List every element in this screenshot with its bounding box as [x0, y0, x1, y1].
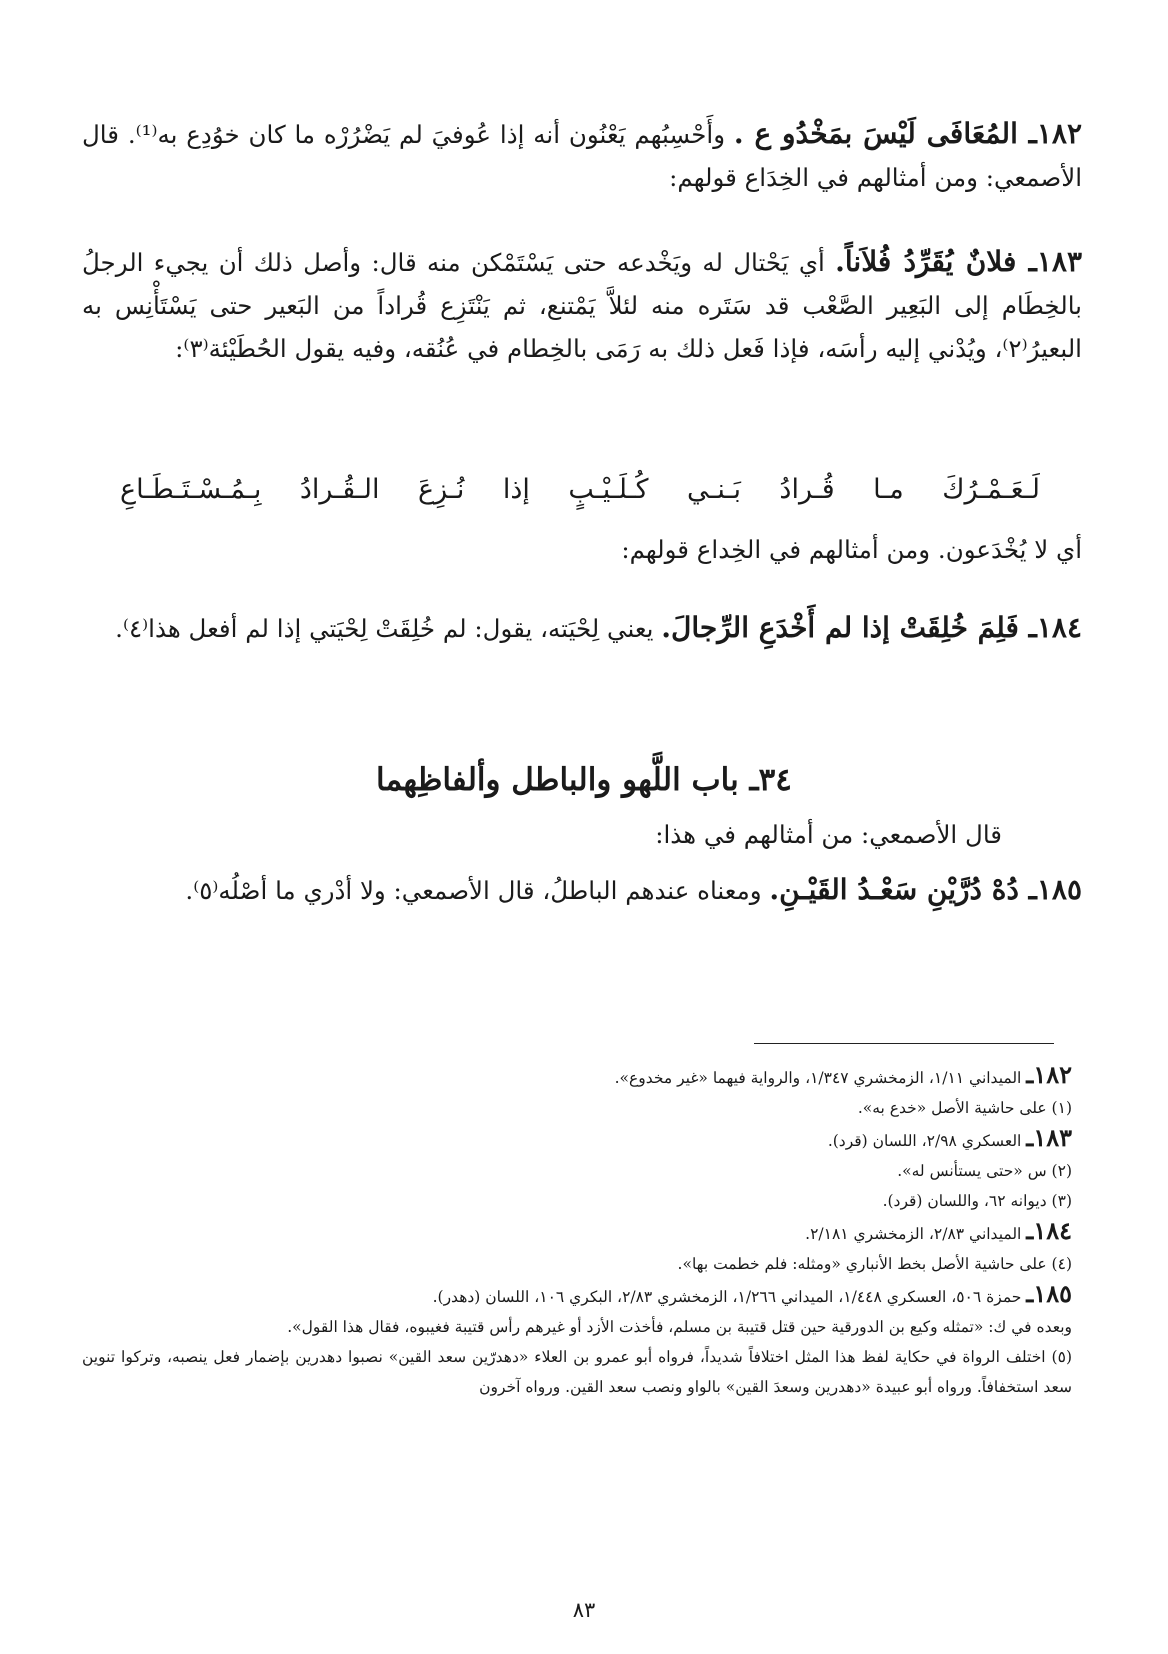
footnote-line [82, 1312, 1072, 1342]
page-number: ٨٣ [572, 1598, 596, 1622]
entry-185-proverb: ١٨٥ـ دُهْ دُرَّيْنِ سَعْـدُ القَيْـنِ. [769, 873, 1082, 906]
verse-word: بَـنـي [686, 474, 741, 505]
entry-182 [82, 112, 1082, 199]
footnote-line [82, 1156, 1072, 1186]
entry-183-proverb: ١٨٣ـ فلانٌ يُقَرِّدُ فُلاَناً. [835, 245, 1082, 278]
footnote-line [82, 1342, 1072, 1402]
entry-183-text: أي يَحْتال له ويَخْدعه حتى يَسْتَمْكن منه قال: وأصل ذلك أن يجيء الرجلُ بالخِطَام إلى البَعِير الصَّعْب قد سَتَره منه لئلاَّ يَمْتنع، ثم يَنْتَزِع قُراداً من البَعير حتى يَسْتَأْنِس به البعيرُ⁽٢⁾، ويُدْني إليه رأسَه، فإذا فَعل ذلك به رَمَى بالخِطام في عُنُقه، وفيه يقول الحُطَيْئة⁽٣⁾: [82, 248, 1082, 363]
chapter-heading: ٣٤ـ باب اللَّهو والباطل وألفاظِهما [376, 762, 792, 798]
footnote-line [82, 1123, 1072, 1156]
footnote-text: وبعده في ك: «تمثله وكيع بن الدورقية حين قتل قتيبة بن مسلم، فأخذت الأزد أو غيرهم رأس قتيبة فغيبوه، فقال هذا القول». [287, 1318, 1072, 1336]
footnote-divider [754, 1043, 1054, 1044]
footnote-line [82, 1216, 1072, 1249]
verse-word: إذا [502, 474, 530, 505]
poetry-verse [120, 474, 1040, 505]
entry-182-proverb: ١٨٢ـ المُعَافَى لَيْسَ بمَخْدُو ع . [733, 117, 1082, 150]
entry-184-proverb: ١٨٤ـ فَلِمَ خُلِقَتْ إذا لم أَخْدَعِ الرِّجالَ. [661, 611, 1082, 644]
intro-text: قال الأصمعي: من أمثالهم في هذا: [655, 820, 1002, 849]
footnote-text: (٥) اختلف الرواة في حكاية لفظ هذا المثل اختلافاً شديداً، فرواه أبو عمرو بن العلاء «دهدرّين سعد القين» نصبوا دهدرين بإضمار فعل ينصبه، وتركوا تنوين سعد استخفافاً. ورواه أبو عبيدة «دهدرين وسعدَ القين» بالواو ونصب سعد القين. ورواه آخرون [82, 1348, 1072, 1396]
after-verse-text: أي لا يُخْدَعون. ومن أمثالهم في الخِداع قولهم: [621, 535, 1082, 564]
footnote-line [82, 1186, 1072, 1216]
footnote-line [82, 1060, 1072, 1093]
footnote-line [82, 1249, 1072, 1279]
footnote-entry-number: ١٨٥ـ [1026, 1279, 1072, 1308]
entry-184-text: يعني لِحْيَته، يقول: لم خُلِقَتْ لِحْيَتي إذا لم أفعل هذا⁽٤⁾. [115, 614, 662, 643]
verse-word: مـا [873, 474, 904, 505]
footnotes [82, 1060, 1072, 1402]
footnote-entry-number: ١٨٢ـ [1026, 1060, 1072, 1089]
footnote-line [82, 1093, 1072, 1123]
after-verse-line [82, 528, 1082, 571]
verse-word: بِـمُـسْـتَـطَـاعِ [120, 474, 262, 505]
footnote-entry-number: ١٨٣ـ [1026, 1123, 1072, 1152]
entry-185-text: ومعناه عندهم الباطلُ، قال الأصمعي: ولا أدْري ما أصْلُه⁽٥⁾. [185, 876, 770, 905]
footnote-text: الميداني ١/١١، الزمخشري ١/٣٤٧، والرواية فيهما «غير مخدوع». [614, 1069, 1027, 1087]
footnote-text: (١) على حاشية الأصل «خدع به». [857, 1099, 1072, 1117]
footnote-text: (٣) ديوانه ٦٢، واللسان (قرد). [882, 1192, 1072, 1210]
footnote-text: العسكري ٢/٩٨، اللسان (قرد). [827, 1132, 1027, 1150]
entry-183 [82, 240, 1082, 370]
verse-word: الـقُـرادُ [299, 474, 380, 505]
entry-184 [82, 606, 1082, 650]
verse-word: قُـرادُ [779, 474, 835, 505]
footnote-text: حمزة ٥٠٦، العسكري ١/٤٤٨، الميداني ١/٢٦٦، الزمخشري ٢/٨٣، البكري ١٠٦، اللسان (دهدر). [432, 1288, 1027, 1306]
intro-line [82, 813, 1002, 856]
footnote-text: (٤) على حاشية الأصل بخط الأنباري «ومثله: فلم خطمت بها». [677, 1255, 1072, 1273]
footnote-entry-number: ١٨٤ـ [1026, 1216, 1072, 1245]
verse-word: نُـزِعَ [417, 474, 465, 505]
verse-word: لَـعَـمْـرُكَ [942, 474, 1040, 505]
footnote-text: (٢) س «حتى يستأنس له». [897, 1162, 1072, 1180]
entry-185 [82, 868, 1082, 912]
verse-word: كُـلَـيْـبٍ [568, 474, 649, 505]
entry-182-text: وأَحْسِبُهم يَعْنُون أنه إذا عُوفيَ لم يَضْرُرْه ما كان خوُدِع به⁽¹⁾. قال الأصمعي: ومن أمثالهم في الخِدَاع قولهم: [82, 120, 1082, 192]
footnote-text: الميداني ٢/٨٣، الزمخشري ٢/١٨١. [805, 1225, 1027, 1243]
footnote-line [82, 1279, 1072, 1312]
